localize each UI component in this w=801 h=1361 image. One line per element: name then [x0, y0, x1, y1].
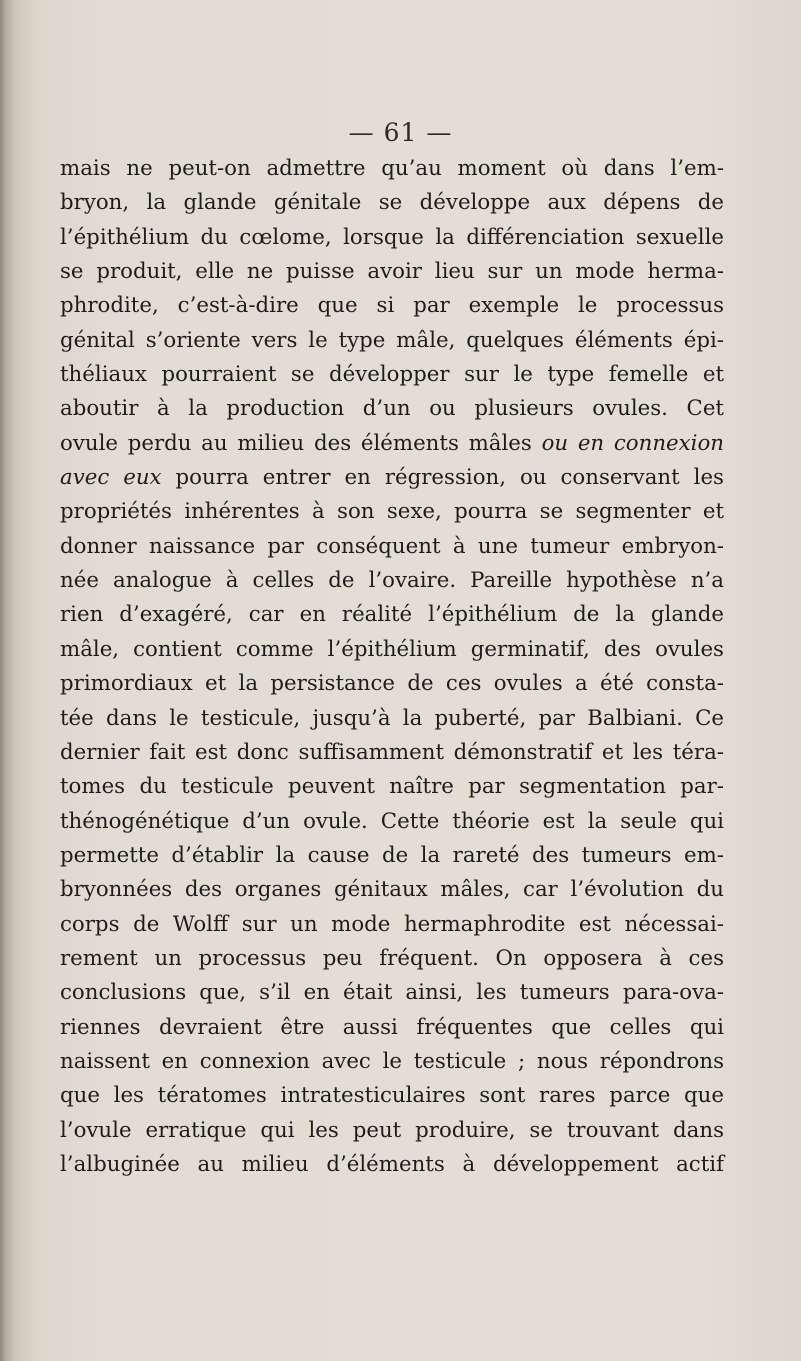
- text-line: naissent en connexion avec le testicule ; nous répondrons: [60, 1048, 724, 1074]
- text-line: se produit, elle ne puisse avoir lieu sur un mode herma-: [60, 259, 724, 285]
- text-line: thénogénétique d’un ovule. Cette théorie est la seule qui: [60, 808, 724, 834]
- text-line: [60, 461, 724, 495]
- text-line: bryon, la glande génitale se développe aux dépens de: [60, 190, 724, 216]
- page-number: — 61 —: [348, 118, 453, 147]
- text-line: corps de Wolff sur un mode hermaphrodite est nécessai-: [60, 911, 724, 937]
- text-line: que les tératomes intratesticulaires sont rares parce que: [60, 1083, 724, 1109]
- italic-run: ou en connexion: [541, 430, 725, 456]
- text-line: propriétés inhérentes à son sexe, pourra se segmenter et: [60, 499, 724, 525]
- text-line: l’ovule erratique qui les peut produire, se trouvant dans: [60, 1117, 724, 1143]
- text-line: bryonnées des organes génitaux mâles, car l’évolution du: [60, 877, 724, 903]
- text-line: [60, 427, 724, 461]
- text-line: phrodite, c’est-à-dire que si par exemple le processus: [60, 293, 724, 319]
- text-line: permette d’établir la cause de la rareté des tumeurs em-: [60, 842, 724, 868]
- italic-run: avec eux: [60, 465, 162, 491]
- text-line: tée dans le testicule, jusqu’à la puberté, par Balbiani. Ce: [60, 705, 724, 731]
- body-text: [60, 152, 724, 1182]
- text-run: pourra entrer en régression, ou conservant les: [161, 465, 724, 491]
- text-run: ovule perdu au milieu des éléments mâles: [60, 430, 542, 456]
- text-line: rement un processus peu fréquent. On opposera à ces: [60, 945, 724, 971]
- text-line: donner naissance par conséquent à une tumeur embryon-: [60, 533, 724, 559]
- text-line: née analogue à celles de l’ovaire. Pareille hypothèse n’a: [60, 568, 724, 594]
- text-line: conclusions que, s’il en était ainsi, les tumeurs para-ova-: [60, 980, 724, 1006]
- text-line: l’épithélium du cœlome, lorsque la différenciation sexuelle: [60, 224, 724, 250]
- text-line: aboutir à la production d’un ou plusieurs ovules. Cet: [60, 396, 724, 422]
- text-line: rien d’exagéré, car en réalité l’épithélium de la glande: [60, 602, 724, 628]
- text-line: primordiaux et la persistance de ces ovules a été consta-: [60, 671, 724, 697]
- text-line: mais ne peut-on admettre qu’au moment où dans l’em-: [60, 156, 724, 181]
- text-line: tomes du testicule peuvent naître par segmentation par-: [60, 774, 724, 800]
- text-line: théliaux pourraient se développer sur le type femelle et: [60, 362, 724, 388]
- text-line: mâle, contient comme l’épithélium germinatif, des ovules: [60, 636, 724, 662]
- text-line: l’albuginée au milieu d’éléments à développement actif: [60, 1151, 724, 1177]
- binding-shadow: [0, 0, 14, 1361]
- text-line: riennes devraient être aussi fréquentes que celles qui: [60, 1014, 724, 1040]
- text-line: génital s’oriente vers le type mâle, quelques éléments épi-: [60, 327, 724, 353]
- text-line: dernier fait est donc suffisamment démonstratif et les téra-: [60, 739, 724, 765]
